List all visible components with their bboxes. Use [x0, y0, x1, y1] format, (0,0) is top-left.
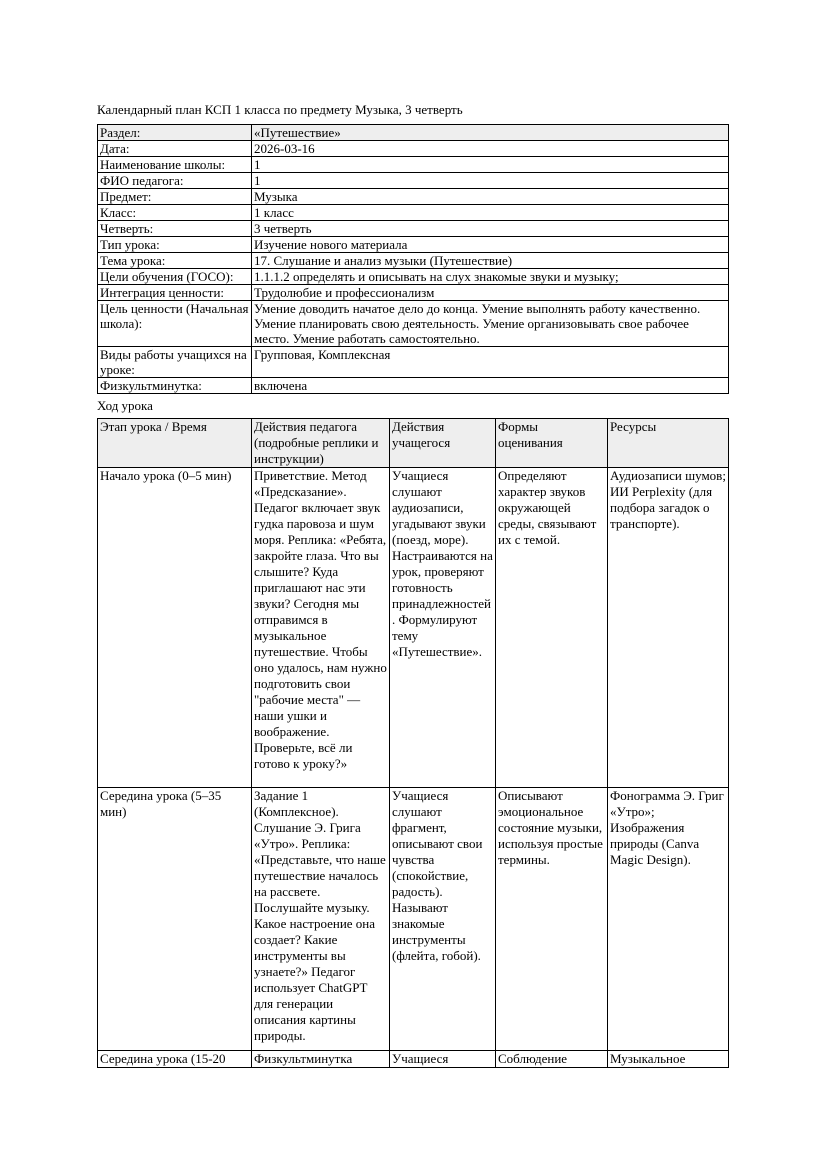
lesson-flow-table — [97, 418, 729, 1068]
info-row — [98, 347, 729, 378]
student-actions-cell: Учащиеся слушают аудиозаписи, угадывают звуки (поезд, море). Настраиваются на урок, проверяют готовность принадлежностей. Формулируют тему «Путешествие». — [390, 468, 496, 788]
info-row — [98, 253, 729, 269]
info-row — [98, 141, 729, 157]
info-row — [98, 221, 729, 237]
lesson-row-start — [98, 468, 729, 788]
info-label: Тема урока: — [98, 253, 252, 269]
info-value: 1.1.1.2 определять и описывать на слух знакомые звуки и музыку; — [252, 269, 729, 285]
col-header-teacher-actions: Действия педагога (подробные реплики и инструкции) — [252, 419, 390, 468]
page-content — [97, 102, 728, 1068]
info-label: Виды работы учащихся на уроке: — [98, 347, 252, 378]
info-row — [98, 189, 729, 205]
teacher-actions-cell: Физкультминутка — [252, 1051, 390, 1068]
info-value: включена — [252, 378, 729, 394]
info-label: ФИО педагога: — [98, 173, 252, 189]
info-row — [98, 157, 729, 173]
info-label: Цель ценности (Начальная школа): — [98, 301, 252, 347]
col-header-student-actions: Действия учащегося — [390, 419, 496, 468]
info-value: 3 четверть — [252, 221, 729, 237]
lesson-table-header-row — [98, 419, 729, 468]
info-value: Групповая, Комплексная — [252, 347, 729, 378]
info-label: Четверть: — [98, 221, 252, 237]
info-label: Предмет: — [98, 189, 252, 205]
teacher-actions-cell: Задание 1 (Комплексное). Слушание Э. Грига «Утро». Реплика: «Представьте, что наше путешествие началось на рассвете. Послушайте музыку. Какое настроение она создает? Какие инструменты вы узнаете?» Педагог использует ChatGPT для генерации описания картины природы. — [252, 788, 390, 1051]
info-value: 1 — [252, 173, 729, 189]
resources-cell: Фонограмма Э. Григ «Утро»; Изображения природы (Canva Magic Design). — [608, 788, 729, 1051]
student-actions-cell: Учащиеся — [390, 1051, 496, 1068]
info-row — [98, 173, 729, 189]
stage-cell: Середина урока (15-20 — [98, 1051, 252, 1068]
page-title: Календарный план КСП 1 класса по предмету Музыка, 3 четверть — [97, 102, 463, 117]
info-label: Интеграция ценности: — [98, 285, 252, 301]
info-value: «Путешествие» — [252, 125, 729, 141]
info-value: 1 класс — [252, 205, 729, 221]
col-header-stage: Этап урока / Время — [98, 419, 252, 468]
stage-cell: Начало урока (0–5 мин) — [98, 468, 252, 788]
info-row — [98, 269, 729, 285]
col-header-assessment: Формы оценивания — [496, 419, 608, 468]
resources-cell: Аудиозаписи шумов; ИИ Perplexity (для подбора загадок о транспорте). — [608, 468, 729, 788]
info-row — [98, 125, 729, 141]
info-row — [98, 301, 729, 347]
assessment-cell: Соблюдение — [496, 1051, 608, 1068]
lesson-info-table — [97, 124, 729, 394]
info-value: Изучение нового материала — [252, 237, 729, 253]
col-header-resources: Ресурсы — [608, 419, 729, 468]
info-label: Наименование школы: — [98, 157, 252, 173]
info-value: Трудолюбие и профессионализм — [252, 285, 729, 301]
info-label: Класс: — [98, 205, 252, 221]
info-label: Дата: — [98, 141, 252, 157]
lesson-row-clipped — [98, 1051, 729, 1068]
info-label: Тип урока: — [98, 237, 252, 253]
info-row — [98, 285, 729, 301]
info-row — [98, 205, 729, 221]
info-value: Музыка — [252, 189, 729, 205]
info-label: Физкультминутка: — [98, 378, 252, 394]
student-actions-cell: Учащиеся слушают фрагмент, описывают свои чувства (спокойствие, радость). Называют знакомые инструменты (флейта, гобой). — [390, 788, 496, 1051]
resources-cell: Музыкальное — [608, 1051, 729, 1068]
lesson-row-middle — [98, 788, 729, 1051]
info-row — [98, 378, 729, 394]
info-label: Цели обучения (ГОСО): — [98, 269, 252, 285]
assessment-cell: Описывают эмоциональное состояние музыки, используя простые термины. — [496, 788, 608, 1051]
info-value: 17. Слушание и анализ музыки (Путешествие) — [252, 253, 729, 269]
info-value: 1 — [252, 157, 729, 173]
section-label: Ход урока — [97, 398, 153, 413]
teacher-actions-cell: Приветствие. Метод «Предсказание». Педагог включает звук гудка паровоза и шум моря. Реплика: «Ребята, закройте глаза. Что вы слышите? Куда приглашают нас эти звуки? Сегодня мы отправимся в музыкальное путешествие. Чтобы оно удалось, нам нужно подготовить свои "рабочие места" — наши ушки и воображение. Проверьте, всё ли готово к уроку?» — [252, 468, 390, 788]
info-value: Умение доводить начатое дело до конца. Умение выполнять работу качественно. Умение планировать свою деятельность. Умение организовывать свое рабочее место. Умение работать самостоятельно. — [252, 301, 729, 347]
stage-cell: Середина урока (5–35 мин) — [98, 788, 252, 1051]
info-row — [98, 237, 729, 253]
info-label: Раздел: — [98, 125, 252, 141]
assessment-cell: Определяют характер звуков окружающей среды, связывают их с темой. — [496, 468, 608, 788]
info-value: 2026-03-16 — [252, 141, 729, 157]
